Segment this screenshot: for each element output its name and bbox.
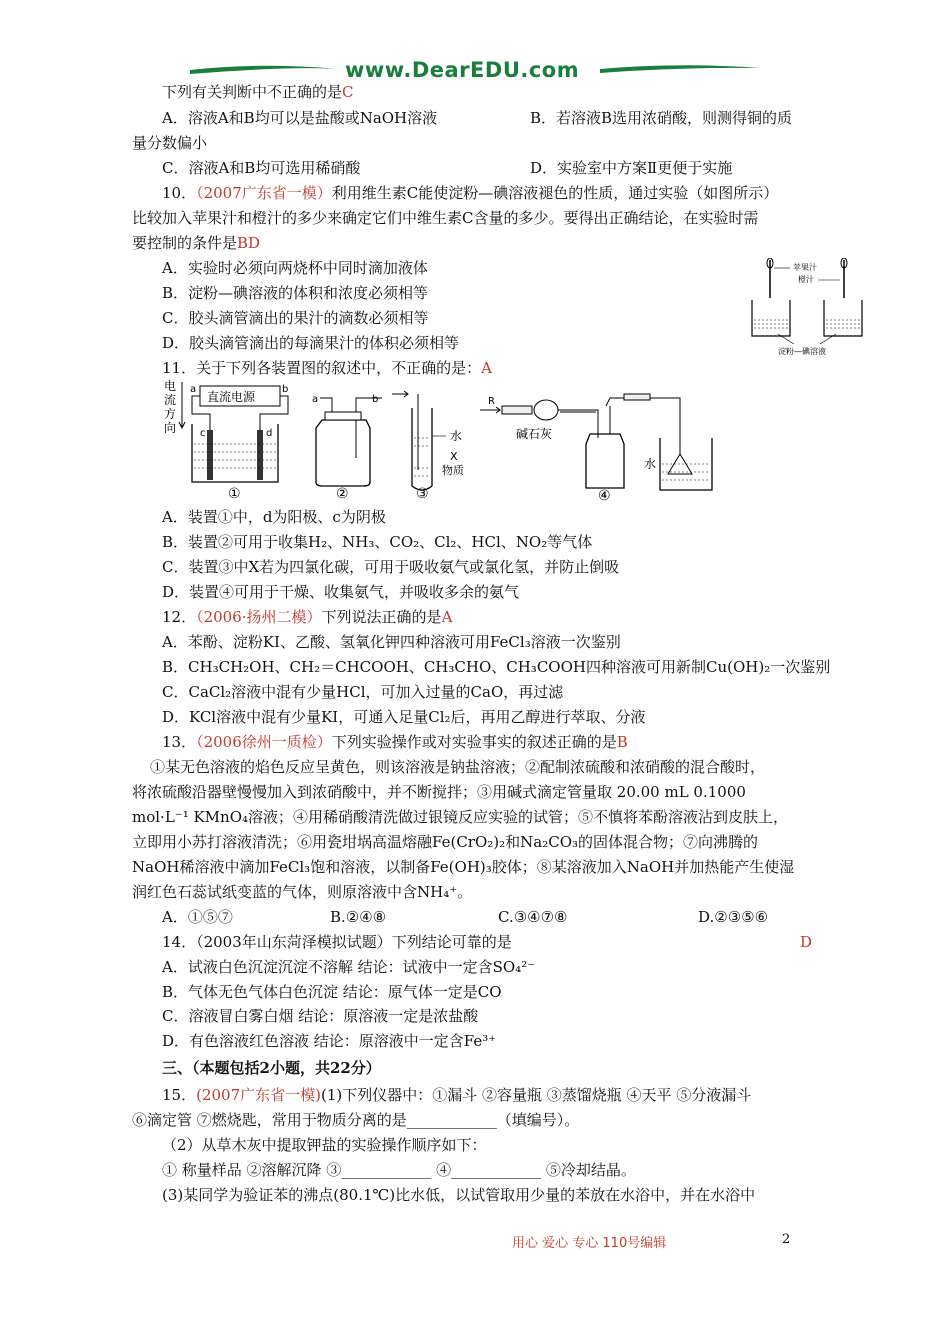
q11-stem: 11．关于下列各装置图的叙述中，不正确的是：A [162,359,492,377]
q15-line2: ⑥滴定管 ⑦燃烧匙，常用于物质分离的是____________（填编号）。 [132,1111,580,1129]
q10-option-a: A．实验时必须向两烧杯中同时滴加液体 [162,259,428,277]
section-3-title: 三、（本题包括2小题，共22分） [162,1059,381,1077]
apple-juice-label: 苹果汁 [793,263,817,272]
starch-iodine-label: 淀粉—碘溶液 [778,347,826,356]
device-2-label: ② [336,486,349,502]
device-3-label: ③ [416,486,429,502]
q11-option-c: C．装置③中X若为四氯化碳，可用于吸收氨气或氯化氢，并防止倒吸 [162,558,620,576]
q10-option-b: B．淀粉—碘溶液的体积和浓度必须相等 [162,284,429,302]
q12-option-a: A．苯酚、淀粉KI、乙酸、氢氧化钾四种溶液可用FeCl₃溶液一次鉴别 [162,633,621,651]
footer-slogan: 用心 爱心 专心 110号编辑 [512,1236,667,1251]
q9-option-a: A．溶液A和B均可以是盐酸或NaOH溶液 [162,109,438,127]
current-label-3: 方 [164,407,177,421]
q15-line5: (3)某同学为验证苯的沸点(80.1℃)比水低，以试管取用少量的苯放在水浴中，并在水浴中 [162,1186,756,1204]
q13-option-d: D.②③⑤⑥ [698,908,769,926]
q11-option-b: B．装置②可用于收集H₂、NH₃、CO₂、Cl₂、HCl、NO₂等气体 [162,533,593,551]
q15-line3: （2）从草木灰中提取钾盐的实验操作顺序如下： [162,1136,487,1154]
q13-option-c: C.③④⑦⑧ [498,908,568,926]
q12-option-c: C．CaCl₂溶液中混有少量HCl，可加入过量的CaO，再过滤 [162,683,564,701]
q11-apparatus-figure [160,378,720,503]
q13-line1: ①某无色溶液的焰色反应呈黄色，则该溶液是钠盐溶液；②配制浓硫酸和浓硝酸的混合酸时， [150,758,766,776]
q10-line3: 要控制的条件是BD [132,234,261,252]
q10-option-c: C．胶头滴管滴出的果汁的滴数必须相等 [162,309,429,327]
q10-option-d: D．胶头滴管滴出的每滴果汁的体积必须相等 [162,334,460,352]
q14-option-c: C．溶液冒白雾白烟 结论：原溶液一定是浓盐酸 [162,1007,479,1025]
q11-option-a: A．装置①中，d为阳极、c为阴极 [162,508,386,526]
q12-option-d: D．KCl溶液中混有少量KI，可通入足量Cl₂后，再用乙醇进行萃取、分液 [162,708,646,726]
q9-option-d: D．实验室中方案Ⅱ更便于实施 [530,159,733,177]
q15-line1: 15．(2007广东省一模)(1)下列仪器中：①漏斗 ②容量瓶 ③蒸馏烧瓶 ④天平 ⑤分液漏斗 [162,1086,752,1104]
q14-answer: D [800,933,813,951]
dc-power-label: 直流电源 [207,390,256,404]
label-a2: a [312,394,319,405]
q13-line4: 立即用小苏打溶液清洗；⑥用瓷坩埚高温熔融Fe(CrO₂)₂和Na₂CO₃的固体混合物；⑦向沸腾的 [132,833,759,851]
x-label: X [450,450,458,463]
q9-option-b: B．若溶液B选用浓硝酸，则测得铜的质 [530,109,793,127]
water-label-4: 水 [644,457,657,471]
q9-option-b-cont: 量分数偏小 [132,134,208,152]
q12-option-b: B．CH₃CH₂OH、CH₂＝CHCOOH、CH₃CHO、CH₃COOH四种溶液可用新制Cu(OH)₂一次鉴别 [162,658,831,676]
substance-label: 物质 [442,464,464,477]
q13-option-b: B.②④⑧ [330,908,387,926]
electrode-d-label: d [266,428,273,439]
q10-line2: 比较加入苹果汁和橙汁的多少来确定它们中维生素C含量的多少。要得出正确结论，在实验时需 [132,209,759,227]
q15-line4: ① 称量样品 ②溶解沉降 ③____________ ④____________ ⑤冷却结晶。 [162,1161,636,1179]
q9-option-c: C．溶液A和B均可选用稀硝酸 [162,159,361,177]
q14-option-b: B．气体无色气体白色沉淀 结论：原气体一定是CO [162,983,502,1001]
q13-option-a: A．①⑤⑦ [162,908,233,926]
device-4-label: ④ [598,488,611,503]
soda-lime-label: 碱石灰 [516,427,553,441]
label-a1: a [190,384,197,395]
q13-line6: 润红色石蕊试纸变蓝的气体，则原溶液中含NH₄⁺。 [132,883,473,901]
label-b1: b [282,384,289,395]
q10-line1: 10．（2007广东省一模）利用维生素C能使淀粉—碘溶液褪色的性质，通过实验（如图所示） [162,184,779,202]
page-number: 2 [782,1232,791,1247]
q11-option-d: D．装置④可用于干燥、收集氨气，并吸收多余的氨气 [162,583,520,601]
q10-beakers-figure [748,258,868,358]
electrode-c-label: c [200,428,206,439]
site-url[interactable]: www.DearEDU.com [345,58,580,82]
current-label-1: 电 [164,379,177,393]
q14-option-d: D．有色溶液红色溶液 结论：原溶液中一定含Fe³⁺ [162,1032,497,1050]
q14-stem: 14．（2003年山东菏泽模拟试题）下列结论可靠的是 [162,933,512,951]
q9-stem: 下列有关判断中不正确的是C [162,83,354,101]
q13-stem: 13．（2006徐州一质检）下列实验操作或对实验事实的叙述正确的是B [162,733,628,751]
q13-line5: NaOH稀溶液中滴加FeCl₃饱和溶液，以制备Fe(OH)₃胶体；⑧某溶液加入NaOH并加热能产生使湿 [132,858,795,876]
q13-line2: 将浓硫酸沿器壁慢慢加入到浓硝酸中，并不断搅拌；③用碱式滴定管量取 20.00 mL 0.1000 [132,783,746,801]
label-r: R [488,396,495,407]
q13-line3: mol·L⁻¹ KMnO₄溶液；④用稀硝酸清洗做过银镜反应实验的试管；⑤不慎将苯酚溶液沾到皮肤上， [132,808,789,826]
current-label-2: 流 [164,393,177,407]
q12-stem: 12．（2006·扬州二模）下列说法正确的是A [162,608,453,626]
current-label-4: 向 [164,421,177,435]
q14-option-a: A．试液白色沉淀沉淀不溶解 结论：试液中一定含SO₄²⁻ [162,958,536,976]
orange-juice-label: 橙汁 [798,275,814,284]
label-b2: b [372,394,379,405]
device-1-label: ① [228,486,241,502]
water-label-3: 水 [450,429,463,443]
